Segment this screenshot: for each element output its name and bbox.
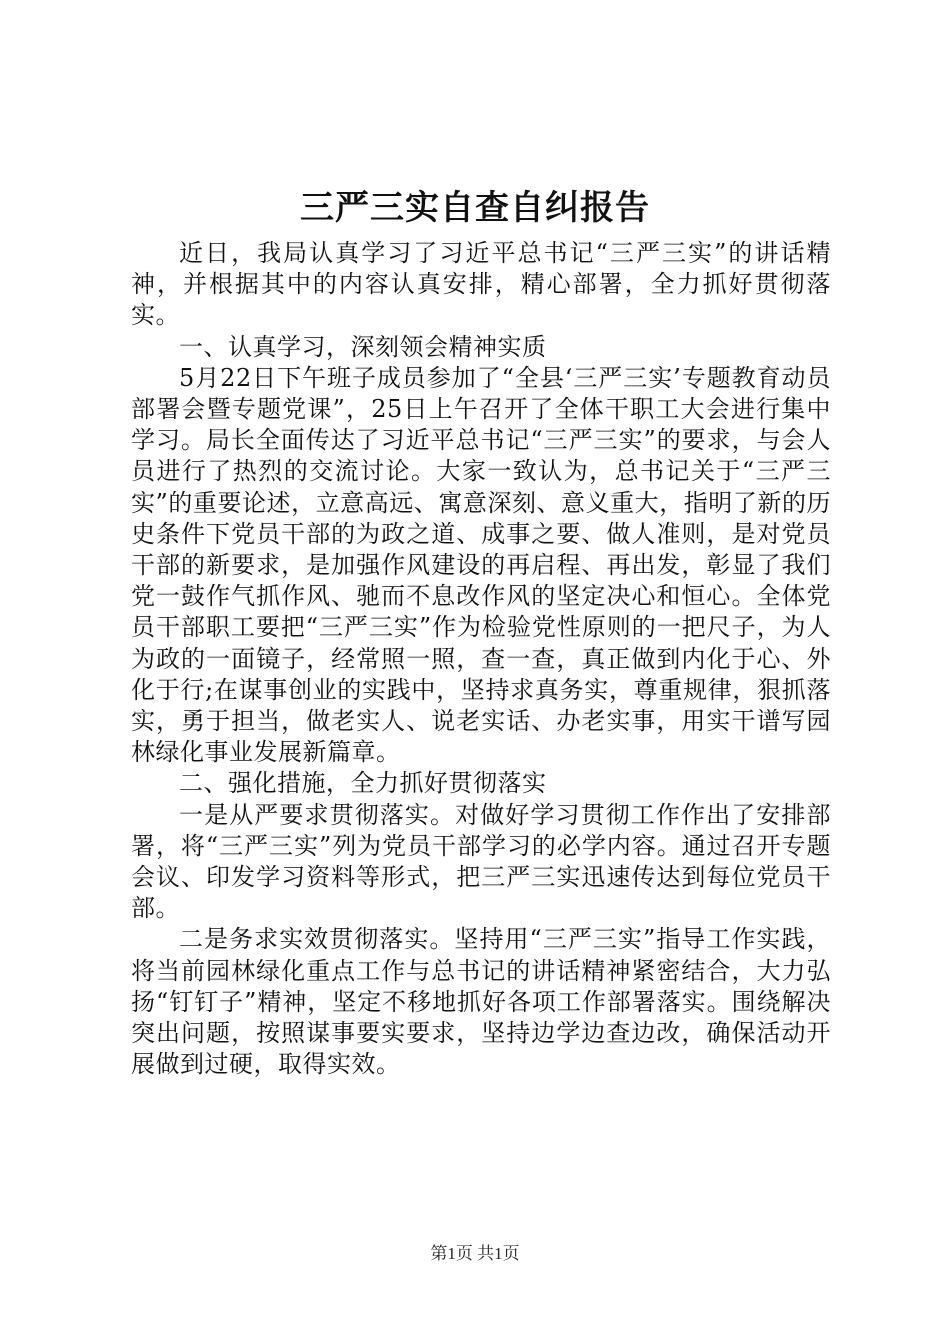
intro-paragraph: 近日，我局认真学习了习近平总书记“三严三实”的讲话精神，并根据其中的内容认真安排，精心部署，全力抓好贯彻落实。 [131, 239, 831, 330]
document-title: 三严三实自查自纠报告 [300, 188, 650, 228]
section-2-paragraph-2: 二是务求实效贯彻落实。坚持用“三严三实”指导工作实践，将当前园林绿化重点工作与总书记的讲话精神紧密结合，大力弘扬“钉钉子”精神，坚定不移地抓好各项工作部署落实。围绕解决突出问题，按照谋事要实要求，坚持边学边查边改，确保活动开展做到过硬，取得实效。 [131, 925, 831, 1079]
document-body [131, 238, 831, 1080]
section-2-paragraph-1: 一是从严要求贯彻落实。对做好学习贯彻工作作出了安排部署，将“三严三实”列为党员干部学习的必学内容。通过召开专题会议、印发学习资料等形式，把三严三实迅速传达到每位党员干部。 [131, 800, 831, 923]
section-1-paragraph: 5月22日下午班子成员参加了“全县‘三严三实’专题教育动员部署会暨专题党课”，25日上午召开了全体干职工大会进行集中学习。局长全面传达了习近平总书记“三严三实”的要求，与会人员进行了热烈的交流讨论。大家一致认为，总书记关于“三严三实”的重要论述，立意高远、寓意深刻、意义重大，指明了新的历史条件下党员干部的为政之道、成事之要、做人准则，是对党员干部的新要求，是加强作风建设的再启程、再出发，彰显了我们党一鼓作气抓作风、驰而不息改作风的坚定决心和恒心。全体党员干部职工要把“三严三实”作为检验党性原则的一把尺子，为人为政的一面镜子，经常照一照，查一查，真正做到内化于心、外化于行;在谋事创业的实践中，坚持求真务实，尊重规律，狠抓落实，勇于担当，做老实人、说老实话、办老实事，用实干谱写园林绿化事业发展新篇章。 [131, 363, 831, 767]
page-footer: 第1页 共1页 [430, 1244, 520, 1263]
section-heading-2: 二、强化措施，全力抓好贯彻落实 [179, 769, 547, 798]
section-heading-1: 一、认真学习，深刻领会精神实质 [179, 332, 547, 361]
